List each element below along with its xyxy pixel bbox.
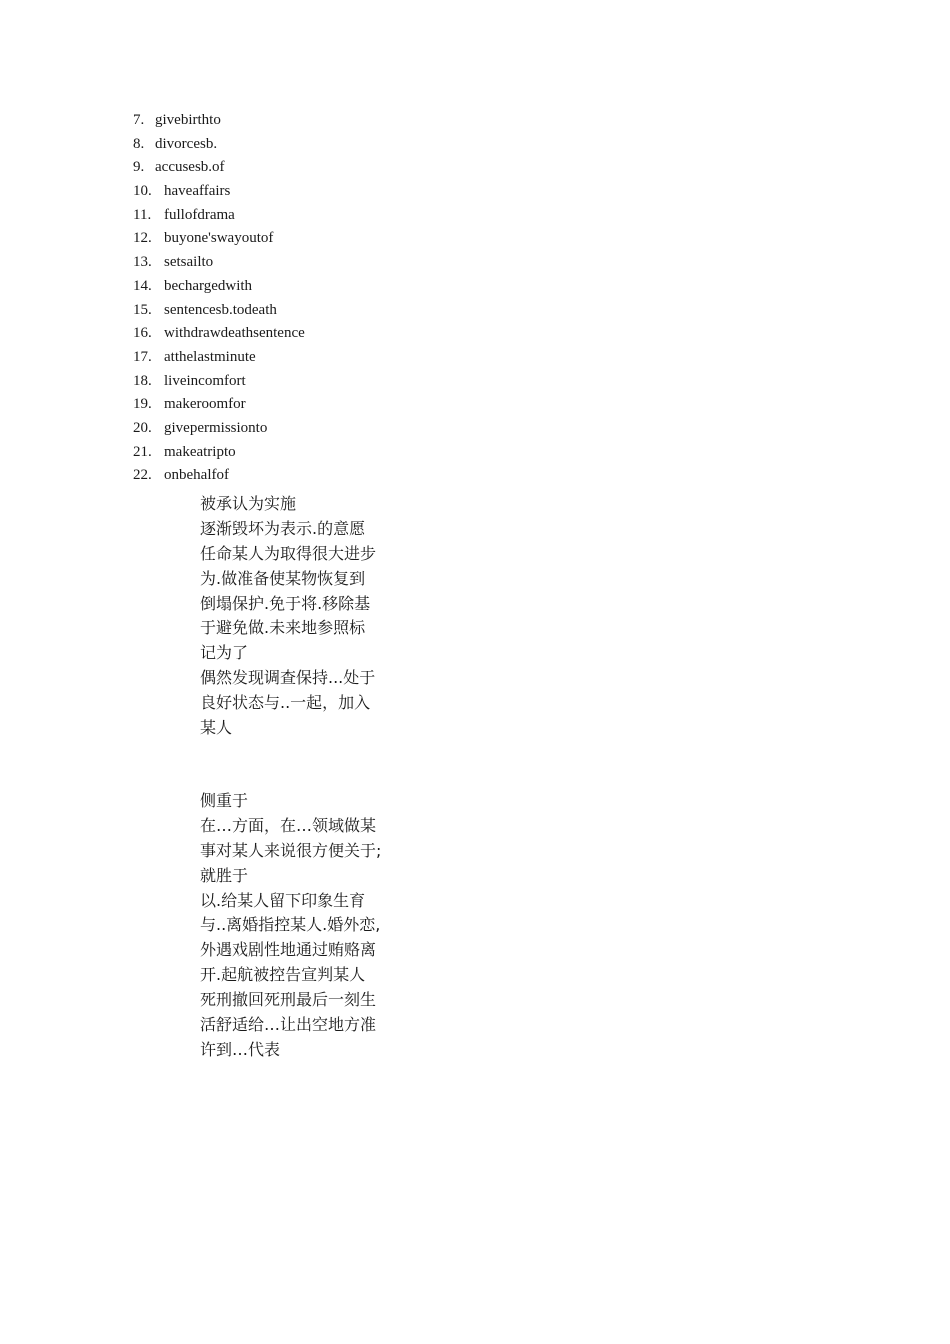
list-item <box>133 299 305 323</box>
list-item <box>133 227 305 251</box>
text-line: 侧重于 <box>200 791 249 810</box>
item-text: givepermissionto <box>164 419 268 436</box>
item-text: makeroomfor <box>164 396 246 413</box>
item-number: 10. <box>133 183 152 200</box>
item-number: 18. <box>133 372 152 389</box>
item-number: 19. <box>133 396 152 413</box>
item-number: 13. <box>133 254 152 271</box>
item-number: 14. <box>133 277 152 294</box>
list-item <box>133 133 305 157</box>
list-item <box>133 417 305 441</box>
item-text: divorcesb. <box>155 135 218 152</box>
item-text: setsailto <box>164 254 214 271</box>
item-text: buyone'swayoutof <box>164 230 274 247</box>
text-line: 开.起航被控告宣判某人 <box>200 965 366 985</box>
list-item <box>133 393 305 417</box>
item-number: 8. <box>133 135 145 152</box>
text-line: 死刑撤回死刑最后一刻生 <box>200 990 377 1010</box>
item-number: 16. <box>133 325 152 342</box>
text-line: 倒塌保护.免于将.移除基 <box>200 593 371 613</box>
text-line: 许到…代表 <box>200 1039 281 1059</box>
list-item <box>133 370 305 394</box>
text-line: 偶然发现调查保持...处于 <box>200 668 376 688</box>
text-line: 外遇戏剧性地通过贿赂离 <box>200 940 377 960</box>
text-line: 就胜于 <box>200 865 249 885</box>
item-number: 7. <box>133 112 145 128</box>
list-item <box>133 180 305 204</box>
item-text: bechargedwith <box>164 277 253 294</box>
list-item <box>133 346 305 370</box>
text-line: 在…方面，在…领域做某 <box>200 815 377 835</box>
item-number: 15. <box>133 301 152 318</box>
list-item <box>133 275 305 299</box>
text-line: 活舒适给…让出空地方准 <box>200 1015 377 1035</box>
text-line: 为.做准备使某物恢复到 <box>200 568 366 588</box>
item-number: 21. <box>133 443 152 460</box>
list-item <box>133 464 305 488</box>
phrase-list <box>133 109 305 488</box>
list-item <box>133 441 305 465</box>
chinese-translation-block-2 <box>200 789 381 1063</box>
item-number: 12. <box>133 230 152 247</box>
text-line: 以.给某人留下印象生育 <box>200 890 366 910</box>
chinese-translation-block-1 <box>200 492 376 741</box>
item-text: withdrawdeathsentence <box>164 325 305 342</box>
item-text: givebirthto <box>155 112 221 128</box>
list-item <box>133 109 305 133</box>
text-line: 记为了 <box>200 643 249 663</box>
list-item <box>133 322 305 346</box>
list-item <box>133 251 305 275</box>
list-item <box>133 156 305 180</box>
item-text: liveincomfort <box>164 372 246 389</box>
text-line: 良好状态与..一起，加入 <box>200 693 371 713</box>
item-text: fullofdrama <box>164 206 235 223</box>
item-text: makeatripto <box>164 443 236 460</box>
list-item <box>133 204 305 228</box>
text-line: 任命某人为取得很大进步 <box>200 543 377 563</box>
text-line: 某人 <box>200 718 233 738</box>
item-number: 22. <box>133 467 152 484</box>
item-number: 20. <box>133 419 152 436</box>
item-text: accusesb.of <box>155 159 225 176</box>
item-number: 9. <box>133 159 145 176</box>
text-line: 逐渐毁坏为表示.的意愿 <box>200 518 366 538</box>
text-line: 事对某人来说很方便关于; <box>200 840 382 860</box>
item-text: atthelastminute <box>164 348 256 365</box>
item-text: sentencesb.todeath <box>164 301 277 318</box>
item-number: 17. <box>133 348 152 365</box>
item-number: 11. <box>133 206 152 223</box>
text-line: 与..离婚指控某人.婚外恋, <box>200 915 381 935</box>
item-text: onbehalfof <box>164 467 229 484</box>
text-line: 被承认为实施 <box>200 494 297 513</box>
text-line: 于避免做.未来地参照标 <box>200 618 366 638</box>
item-text: haveaffairs <box>164 183 231 200</box>
